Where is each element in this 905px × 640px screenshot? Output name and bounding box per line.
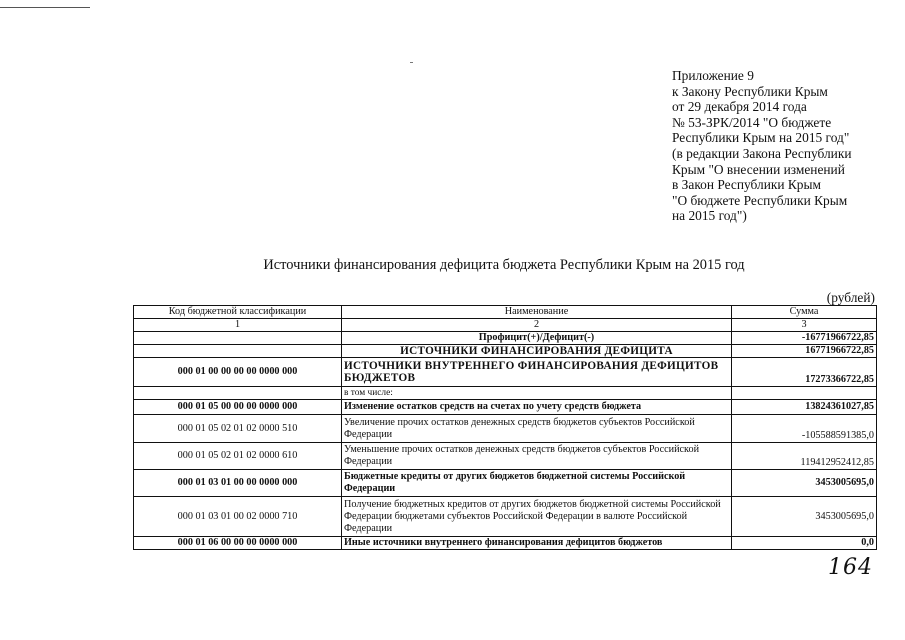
appendix-line: на 2015 год") [672, 208, 747, 224]
table-row [134, 345, 877, 358]
row-code: 000 01 00 00 00 00 0000 000 [134, 358, 342, 387]
table-row [134, 470, 877, 497]
financing-sources-table [133, 305, 877, 550]
row-name: Профицит(+)/Дефицит(-) [342, 332, 732, 345]
header-sum: Сумма [732, 306, 877, 319]
row-sum: 17273366722,85 [732, 358, 877, 387]
appendix-note [672, 68, 897, 224]
row-sum [732, 387, 877, 400]
row-code: 000 01 05 00 00 00 0000 000 [134, 400, 342, 415]
appendix-line: № 53-ЗРК/2014 "О бюджете [672, 114, 832, 130]
appendix-line: (в редакции Закона Республики [672, 145, 852, 161]
row-name: ИСТОЧНИКИ ФИНАНСИРОВАНИЯ ДЕФИЦИТА [342, 345, 732, 358]
table-row [134, 443, 877, 470]
header-row [134, 306, 877, 319]
row-code: 000 01 05 02 01 02 0000 510 [134, 415, 342, 443]
column-number: 3 [732, 319, 877, 332]
row-sum: 16771966722,85 [732, 345, 877, 358]
header-code: Код бюджетной классификации [134, 306, 342, 319]
scan-edge-line [0, 7, 90, 8]
row-code [134, 387, 342, 400]
column-number: 2 [342, 319, 732, 332]
table-row [134, 400, 877, 415]
row-code: 000 01 03 01 00 02 0000 710 [134, 497, 342, 537]
table-row [134, 332, 877, 345]
table-row [134, 415, 877, 443]
row-sum: -105588591385,0 [732, 415, 877, 443]
row-sum: 3453005695,0 [732, 470, 877, 497]
row-sum: -16771966722,85 [732, 332, 877, 345]
row-name: Бюджетные кредиты от других бюджетов бюджетной системы Российской Федерации [342, 470, 732, 497]
table-row [134, 358, 877, 387]
row-name: Уменьшение прочих остатков денежных средств бюджетов субъектов Российской Федерации [342, 443, 732, 470]
column-number: 1 [134, 319, 342, 332]
appendix-line: "О бюджете Республики Крым [672, 192, 848, 208]
table-row [134, 497, 877, 537]
row-name: в том числе: [342, 387, 732, 400]
appendix-line: от 29 декабря 2014 года [672, 99, 807, 115]
row-name: ИСТОЧНИКИ ВНУТРЕННЕГО ФИНАНСИРОВАНИЯ ДЕФИЦИТОВ БЮДЖЕТОВ [342, 358, 732, 387]
row-code [134, 332, 342, 345]
appendix-line: Крым "О внесении изменений [672, 161, 845, 177]
scan-dot [410, 62, 413, 63]
table-row [134, 387, 877, 400]
header-name: Наименование [342, 306, 732, 319]
row-code: 000 01 06 00 00 00 0000 000 [134, 537, 342, 550]
appendix-line: Приложение 9 [672, 68, 754, 83]
handwritten-page-number: 164 [828, 555, 873, 580]
row-code: 000 01 05 02 01 02 0000 610 [134, 443, 342, 470]
appendix-line: в Закон Республики Крым [672, 177, 821, 193]
row-name: Увеличение прочих остатков денежных средств бюджетов субъектов Российской Федерации [342, 415, 732, 443]
row-name: Получение бюджетных кредитов от других бюджетов бюджетной системы Российской Федерации бюджетами субъектов Российской Федерации в валюте Российской Федерации [342, 497, 732, 537]
row-code: 000 01 03 01 00 00 0000 000 [134, 470, 342, 497]
appendix-line: Республики Крым на 2015 год" [672, 130, 850, 146]
table-row [134, 537, 877, 550]
row-sum: 119412952412,85 [732, 443, 877, 470]
row-name: Изменение остатков средств на счетах по учету средств бюджета [342, 400, 732, 415]
column-number-row [134, 319, 877, 332]
row-sum: 3453005695,0 [732, 497, 877, 537]
row-sum: 13824361027,85 [732, 400, 877, 415]
unit-label: (рублей) [826, 290, 875, 305]
document-title: Источники финансирования дефицита бюджета Республики Крым на 2015 год [263, 257, 745, 273]
row-sum: 0,0 [732, 537, 877, 550]
appendix-line: к Закону Республики Крым [672, 83, 828, 99]
row-name: Иные источники внутреннего финансирования дефицитов бюджетов [342, 537, 732, 550]
row-code [134, 345, 342, 358]
